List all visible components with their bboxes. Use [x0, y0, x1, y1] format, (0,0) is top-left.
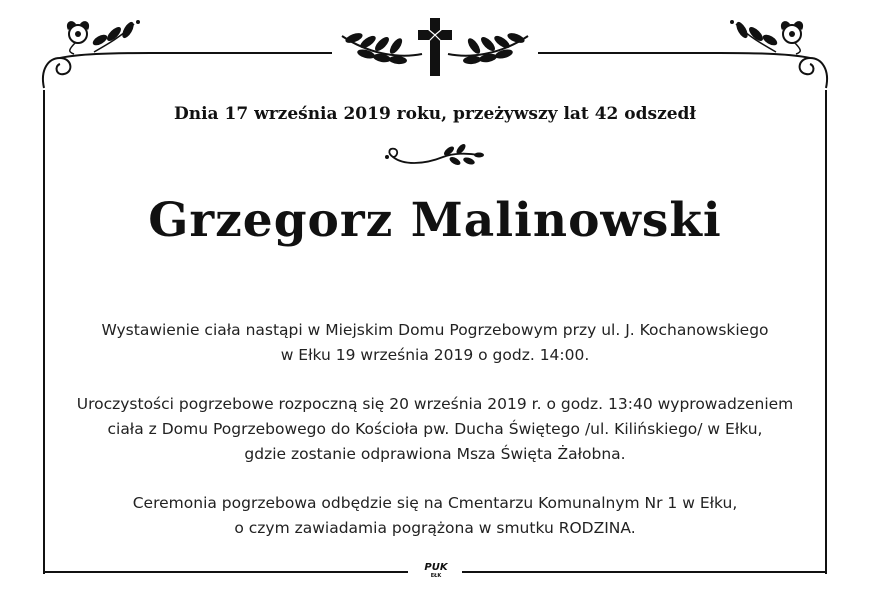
paragraph-line: gdzie zostanie odprawiona Msza Święta Żałobna. [244, 445, 626, 463]
paragraph-line: Ceremonia pogrzebowa odbędzie się na Cmentarzu Komunalnym Nr 1 w Ełku, [132, 494, 738, 512]
floral-corner-icon [38, 18, 154, 90]
viewing-paragraph [40, 318, 830, 368]
paragraph-line: o czym zawiadamia pogrążona w smutku RODZINA. [234, 519, 636, 537]
paragraph-line: ciała z Domu Pogrzebowego do Kościoła pw. Ducha Świętego /ul. Kilińskiego/ w Ełku, [107, 420, 763, 438]
leaf-sprig-icon [383, 143, 487, 169]
cross-with-laurel-icon [332, 14, 538, 78]
logo-text: PUK [424, 562, 448, 573]
deceased-name: Grzegorz Malinowski [148, 193, 722, 248]
notice-subtitle: Dnia 17 września 2019 roku, przeżywszy lat 42 odszedł [174, 104, 696, 124]
logo-subtext: EŁK [430, 573, 442, 579]
burial-paragraph [40, 491, 830, 541]
paragraph-line: Wystawienie ciała nastąpi w Miejskim Domu Pogrzebowym przy ul. J. Kochanowskiego [101, 321, 769, 339]
company-logo [417, 562, 455, 584]
ceremony-paragraph [40, 392, 830, 467]
paragraph-line: w Ełku 19 września 2019 o godz. 14:00. [280, 346, 590, 364]
floral-corner-icon [716, 18, 832, 90]
notice-body [40, 318, 830, 565]
paragraph-line: Uroczystości pogrzebowe rozpoczną się 20 września 2019 r. o godz. 13:40 wyprowadzeniem [76, 395, 794, 413]
